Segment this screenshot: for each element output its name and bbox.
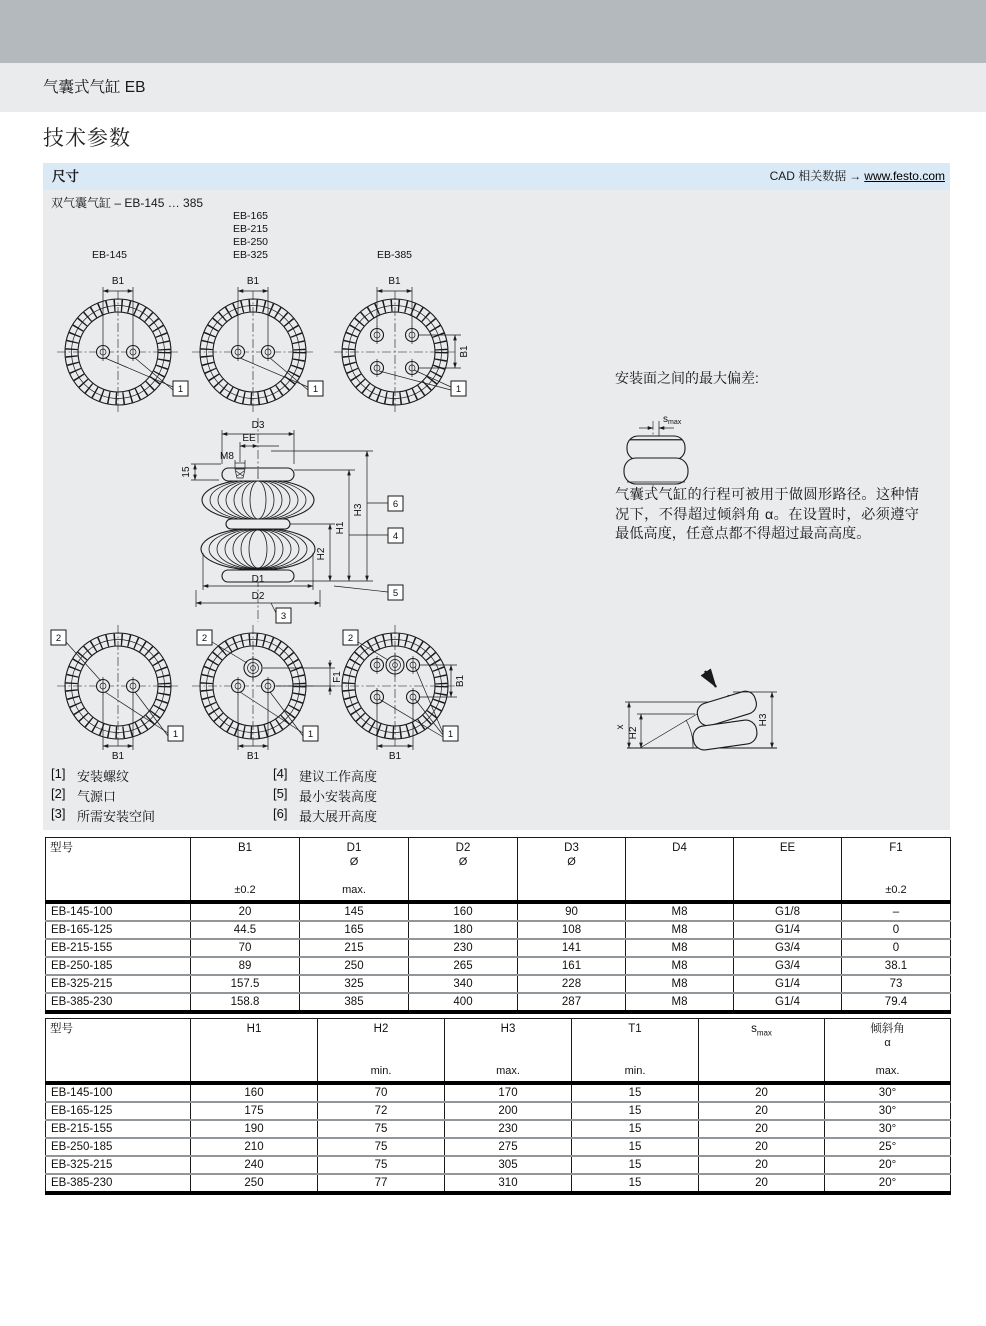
- value-cell: 70: [191, 939, 300, 957]
- value-cell: 20: [699, 1174, 825, 1193]
- value-cell: 340: [409, 975, 518, 993]
- top-view-eb385: [334, 276, 470, 413]
- value-cell: 250: [300, 957, 409, 975]
- legend-num: [6]: [273, 806, 288, 821]
- value-cell: 20°: [825, 1156, 951, 1174]
- callout-1: 1: [307, 729, 314, 740]
- dimensions-table-heights: [45, 1018, 951, 1195]
- value-cell: 175: [191, 1102, 318, 1120]
- callout-6: 6: [392, 499, 399, 510]
- legend-item-5: [273, 786, 377, 805]
- dim-label-b1: B1: [246, 276, 260, 287]
- col-header-model: 型号: [46, 1019, 191, 1084]
- value-cell: M8: [626, 939, 734, 957]
- dim-label-d2: D2: [251, 591, 265, 602]
- dim-label-h3: H3: [353, 503, 364, 517]
- col-header-d4: D4: [626, 838, 734, 903]
- legend-label: 气源口: [77, 789, 117, 804]
- value-cell: M8: [626, 921, 734, 939]
- value-cell: 30°: [825, 1102, 951, 1120]
- dim-label-b1: B1: [111, 751, 125, 762]
- variant-label-eb145: EB-145: [92, 249, 128, 261]
- table-row: [46, 1083, 951, 1102]
- value-cell: 20: [699, 1120, 825, 1138]
- value-cell: 20: [699, 1083, 825, 1102]
- col-header-smax: $s_{max}$: [699, 1019, 825, 1084]
- value-cell: 79.4: [842, 993, 951, 1012]
- stroke-note-paragraph: 气囊式气缸的行程可被用于做圆形路径。这种情况下，不得超过倾斜角 α。在设置时，必须遵守最低高度，任意点都不得超过最高高度。: [615, 487, 919, 542]
- value-cell: 15: [572, 1120, 699, 1138]
- value-cell: 15: [572, 1156, 699, 1174]
- dim-label-h1: H1: [335, 521, 346, 535]
- value-cell: 275: [445, 1138, 572, 1156]
- page-top-bar: [0, 0, 986, 63]
- value-cell: 160: [409, 902, 518, 921]
- legend-label: 最大展开高度: [299, 809, 378, 824]
- dim-label-ee: EE: [242, 433, 256, 444]
- value-cell: M8: [626, 993, 734, 1012]
- value-cell: 30°: [825, 1120, 951, 1138]
- value-cell: 325: [300, 975, 409, 993]
- model-cell: EB-385-230: [46, 993, 191, 1012]
- value-cell: 230: [445, 1120, 572, 1138]
- value-cell: 75: [318, 1120, 445, 1138]
- col-header-h2: H2 min.: [318, 1019, 445, 1084]
- value-cell: 38.1: [842, 957, 951, 975]
- value-cell: 310: [445, 1174, 572, 1193]
- table-row: [46, 957, 951, 975]
- product-title-band: [0, 63, 986, 112]
- variant-label-eb215: EB-215: [233, 223, 269, 235]
- legend-num: [4]: [273, 766, 288, 781]
- value-cell: G1/4: [734, 975, 842, 993]
- model-cell: EB-215-155: [46, 1120, 191, 1138]
- table-row: [46, 939, 951, 957]
- col-header-d2: D2 Ø: [409, 838, 518, 903]
- legend-label: 所需安装空间: [77, 809, 156, 824]
- variant-label-eb250: EB-250: [233, 236, 269, 248]
- dim-label-d1: D1: [251, 574, 265, 585]
- value-cell: 15: [572, 1138, 699, 1156]
- value-cell: 75: [318, 1138, 445, 1156]
- drawing-subtitle: 双气囊气缸 – EB-145 … 385: [51, 196, 204, 210]
- value-cell: 240: [191, 1156, 318, 1174]
- variant-label-eb385: EB-385: [377, 249, 413, 261]
- callout-5: 5: [392, 588, 399, 599]
- value-cell: 210: [191, 1138, 318, 1156]
- col-header-b1: B1 ±0.2: [191, 838, 300, 903]
- cad-label: CAD 相关数据: [769, 169, 847, 183]
- value-cell: M8: [626, 957, 734, 975]
- callout-1: 1: [177, 384, 184, 395]
- legend-item-3: [51, 806, 155, 825]
- value-cell: 72: [318, 1102, 445, 1120]
- arrow-right-icon: →: [849, 169, 862, 183]
- table-row: [46, 993, 951, 1012]
- value-cell: 0: [842, 921, 951, 939]
- callout-2: 2: [347, 633, 354, 644]
- variant-label-eb325: EB-325: [233, 249, 269, 261]
- callout-4: 4: [392, 531, 399, 542]
- model-cell: EB-145-100: [46, 1083, 191, 1102]
- table-row: [46, 1174, 951, 1193]
- dim-label-h3: H3: [758, 713, 769, 727]
- value-cell: 141: [518, 939, 626, 957]
- dimensions-title: 尺寸: [52, 169, 79, 184]
- dim-label-d3: D3: [251, 420, 265, 431]
- legend-num: [2]: [51, 786, 66, 801]
- value-cell: G3/4: [734, 957, 842, 975]
- col-header-f1: F1 ±0.2: [842, 838, 951, 903]
- load-arrow-icon: [705, 671, 716, 687]
- deviation-note-title: 安装面之间的最大偏差:: [615, 370, 759, 386]
- value-cell: 287: [518, 993, 626, 1012]
- table-row: [46, 975, 951, 993]
- dim-label-x: x: [615, 724, 626, 730]
- value-cell: 90: [518, 902, 626, 921]
- model-cell: EB-165-125: [46, 921, 191, 939]
- value-cell: 170: [445, 1083, 572, 1102]
- model-cell: EB-165-125: [46, 1102, 191, 1120]
- col-header-t1: T1 min.: [572, 1019, 699, 1084]
- callout-2: 2: [201, 633, 208, 644]
- legend-item-1: [51, 766, 129, 785]
- bottom-view-eb145: [51, 625, 183, 762]
- table1-header-row: [46, 838, 951, 903]
- legend-item-6: [273, 806, 377, 825]
- model-cell: EB-325-215: [46, 975, 191, 993]
- tilt-angle-sketch: [615, 671, 777, 751]
- col-header-d3: D3 Ø: [518, 838, 626, 903]
- table-row: [46, 1102, 951, 1120]
- value-cell: G1/4: [734, 921, 842, 939]
- callout-1: 1: [455, 384, 462, 395]
- callout-2: 2: [55, 633, 62, 644]
- dimensions-header-bar: [43, 163, 950, 190]
- table2-header-row: [46, 1019, 951, 1084]
- value-cell: 15: [572, 1102, 699, 1120]
- dim-label-b1: B1: [388, 276, 401, 287]
- value-cell: 158.8: [191, 993, 300, 1012]
- value-cell: G1/4: [734, 993, 842, 1012]
- value-cell: G1/8: [734, 902, 842, 921]
- value-cell: 15: [572, 1174, 699, 1193]
- callout-1: 1: [172, 729, 179, 740]
- value-cell: 20: [191, 902, 300, 921]
- top-view-eb145: [57, 276, 188, 413]
- col-header-model: 型号: [46, 838, 191, 903]
- legend-label: 安装螺纹: [77, 769, 130, 784]
- col-header-h1: H1: [191, 1019, 318, 1084]
- value-cell: 200: [445, 1102, 572, 1120]
- value-cell: 161: [518, 957, 626, 975]
- legend-num: [3]: [51, 806, 66, 821]
- table-row: [46, 1156, 951, 1174]
- table-row: [46, 1120, 951, 1138]
- product-title: 气囊式气缸 EB: [43, 79, 146, 96]
- col-header-ee: EE: [734, 838, 842, 903]
- model-cell: EB-325-215: [46, 1156, 191, 1174]
- value-cell: 265: [409, 957, 518, 975]
- value-cell: 385: [300, 993, 409, 1012]
- value-cell: 228: [518, 975, 626, 993]
- value-cell: 305: [445, 1156, 572, 1174]
- section-title: 技术参数: [43, 127, 131, 150]
- value-cell: 20°: [825, 1174, 951, 1193]
- value-cell: 77: [318, 1174, 445, 1193]
- variant-label-eb165: EB-165: [233, 210, 269, 222]
- callout-1: 1: [447, 729, 454, 740]
- bottom-view-eb385: [334, 625, 466, 762]
- col-header-tilt-angle: 倾斜角 α max.: [825, 1019, 951, 1084]
- model-cell: EB-250-185: [46, 1138, 191, 1156]
- value-cell: 30°: [825, 1083, 951, 1102]
- value-cell: 75: [318, 1156, 445, 1174]
- technical-drawing-area: [43, 190, 950, 830]
- callout-1: 1: [312, 384, 319, 395]
- dim-label-b1: B1: [111, 276, 125, 287]
- table-row: [46, 902, 951, 921]
- cad-data-note: [770, 163, 945, 190]
- table-row: [46, 1138, 951, 1156]
- callout-3: 3: [280, 611, 287, 622]
- value-cell: 160: [191, 1083, 318, 1102]
- legend-label: 最小安装高度: [299, 789, 378, 804]
- dim-label-h2: H2: [316, 547, 327, 561]
- value-cell: 0: [842, 939, 951, 957]
- max-deviation-sketch: [624, 414, 688, 488]
- dim-label-b1-vertical: B1: [459, 345, 470, 358]
- value-cell: 230: [409, 939, 518, 957]
- value-cell: 15: [572, 1083, 699, 1102]
- model-cell: EB-385-230: [46, 1174, 191, 1193]
- value-cell: –: [842, 902, 951, 921]
- value-cell: 44.5: [191, 921, 300, 939]
- bottom-view-eb165-325: [192, 625, 343, 762]
- table-row: [46, 921, 951, 939]
- value-cell: 190: [191, 1120, 318, 1138]
- value-cell: 400: [409, 993, 518, 1012]
- model-cell: EB-250-185: [46, 957, 191, 975]
- model-cell: EB-215-155: [46, 939, 191, 957]
- legend-item-2: [51, 786, 116, 805]
- value-cell: 73: [842, 975, 951, 993]
- value-cell: 215: [300, 939, 409, 957]
- value-cell: 180: [409, 921, 518, 939]
- top-view-eb165-325: [192, 276, 323, 413]
- legend-num: [1]: [51, 766, 66, 781]
- value-cell: 89: [191, 957, 300, 975]
- festo-link[interactable]: www.festo.com: [864, 169, 945, 183]
- legend-label: 建议工作高度: [299, 769, 378, 784]
- value-cell: M8: [626, 975, 734, 993]
- value-cell: M8: [626, 902, 734, 921]
- value-cell: 145: [300, 902, 409, 921]
- value-cell: 70: [318, 1083, 445, 1102]
- value-cell: 250: [191, 1174, 318, 1193]
- model-cell: EB-145-100: [46, 902, 191, 921]
- dim-label-m8: M8: [220, 451, 234, 462]
- col-header-d1: D1 Ø max.: [300, 838, 409, 903]
- value-cell: G3/4: [734, 939, 842, 957]
- dimensions-table-diameters: [45, 837, 951, 1014]
- dim-label-b1: B1: [246, 751, 260, 762]
- dim-label-b1-vertical: B1: [455, 674, 466, 688]
- value-cell: 25°: [825, 1138, 951, 1156]
- dim-label-15: 15: [181, 466, 192, 478]
- dim-label-f1: F1: [332, 671, 343, 683]
- legend-item-4: [273, 766, 377, 785]
- dim-label-b1: B1: [388, 751, 402, 762]
- side-view-bellows: [181, 418, 403, 623]
- dim-label-h2: H2: [628, 726, 639, 740]
- value-cell: 20: [699, 1138, 825, 1156]
- value-cell: 165: [300, 921, 409, 939]
- value-cell: 108: [518, 921, 626, 939]
- value-cell: 157.5: [191, 975, 300, 993]
- value-cell: 20: [699, 1102, 825, 1120]
- col-header-h3: H3 max.: [445, 1019, 572, 1084]
- dim-label-smax: $s_{max}$: [663, 414, 682, 426]
- value-cell: 20: [699, 1156, 825, 1174]
- legend-num: [5]: [273, 786, 288, 801]
